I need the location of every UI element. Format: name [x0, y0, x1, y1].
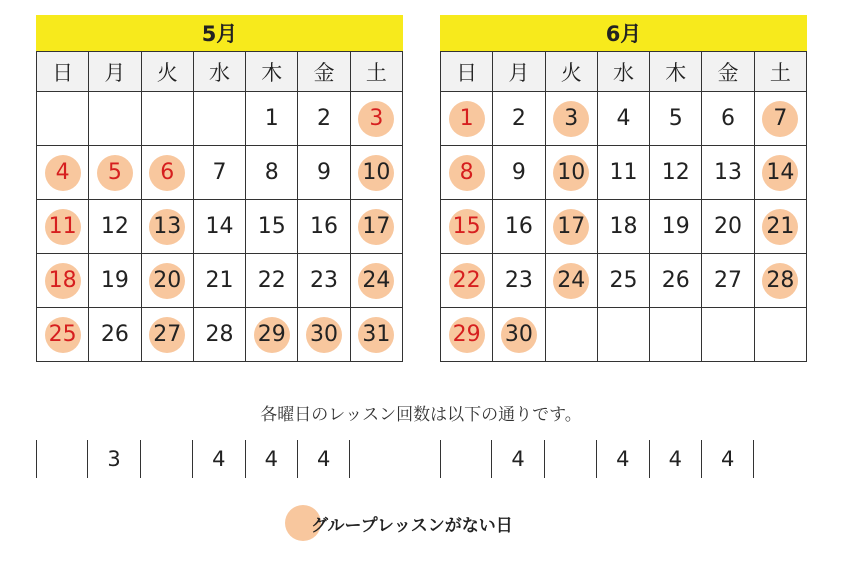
lesson-count-cell: 4 [650, 440, 702, 478]
day-cell [754, 92, 806, 146]
day-cell [246, 254, 298, 308]
day-number: 2 [511, 105, 526, 131]
day-number: 27 [714, 267, 743, 293]
calendar-grid [36, 51, 403, 362]
day-cell [246, 92, 298, 146]
day-number: 23 [504, 267, 533, 293]
no-lesson-day: 24 [358, 263, 394, 299]
no-lesson-day: 17 [553, 209, 589, 245]
no-lesson-day: 29 [254, 317, 290, 353]
no-lesson-day: 10 [553, 155, 589, 191]
day-cell [350, 254, 402, 308]
lesson-count-note: 各曜日のレッスン回数は以下の通りです。 [260, 405, 582, 425]
lesson-count-cell [545, 440, 597, 478]
weekday-label: 月 [493, 52, 545, 92]
day-cell [493, 92, 545, 146]
day-number: 4 [616, 105, 631, 131]
day-cell [597, 254, 649, 308]
day-number: 8 [264, 159, 279, 185]
day-cell [350, 92, 402, 146]
lesson-count-cell [754, 440, 806, 478]
lesson-count-cell [440, 440, 492, 478]
day-number: 26 [100, 321, 129, 347]
no-lesson-day: 7 [762, 101, 798, 137]
day-cell [545, 254, 597, 308]
calendar-may [36, 15, 403, 362]
day-cell [545, 146, 597, 200]
day-cell [493, 254, 545, 308]
weekday-label: 木 [650, 52, 702, 92]
day-number: 2 [317, 105, 332, 131]
day-cell [141, 254, 193, 308]
week-row [441, 254, 807, 308]
day-cell [493, 146, 545, 200]
week-row [441, 92, 807, 146]
day-number: 12 [100, 213, 129, 239]
day-cell [650, 92, 702, 146]
no-lesson-day: 27 [149, 317, 185, 353]
day-cell [702, 308, 754, 362]
day-number: 9 [317, 159, 332, 185]
day-cell [650, 146, 702, 200]
day-number: 9 [511, 159, 526, 185]
no-lesson-day: 3 [553, 101, 589, 137]
day-number: 21 [205, 267, 234, 293]
day-cell [193, 200, 245, 254]
weekday-label: 水 [193, 52, 245, 92]
calendar-june [440, 15, 807, 362]
weekday-label: 金 [298, 52, 350, 92]
day-number: 26 [661, 267, 690, 293]
weekday-label: 月 [89, 52, 141, 92]
day-number: 1 [264, 105, 279, 131]
day-cell [298, 200, 350, 254]
weekday-label: 木 [246, 52, 298, 92]
weekday-label: 水 [597, 52, 649, 92]
lesson-count-cell: 4 [246, 440, 298, 478]
day-number: 11 [609, 159, 638, 185]
no-lesson-day: 15 [449, 209, 485, 245]
no-lesson-day: 29 [449, 317, 485, 353]
legend [285, 505, 513, 541]
day-cell [754, 254, 806, 308]
day-number: 15 [257, 213, 286, 239]
day-number: 19 [661, 213, 690, 239]
no-lesson-day: 1 [449, 101, 485, 137]
week-row [441, 200, 807, 254]
day-cell [754, 146, 806, 200]
day-number: 18 [609, 213, 638, 239]
day-cell [493, 200, 545, 254]
no-lesson-day: 25 [45, 317, 81, 353]
day-cell [441, 92, 493, 146]
day-cell [350, 200, 402, 254]
lesson-counts-june [440, 440, 807, 480]
no-lesson-day: 22 [449, 263, 485, 299]
day-cell [193, 92, 245, 146]
day-number: 13 [714, 159, 743, 185]
day-cell [141, 92, 193, 146]
day-cell [441, 308, 493, 362]
day-cell [141, 308, 193, 362]
day-cell [37, 92, 89, 146]
day-cell [298, 308, 350, 362]
day-number: 12 [661, 159, 690, 185]
day-cell [89, 146, 141, 200]
day-number: 28 [205, 321, 234, 347]
day-cell [597, 308, 649, 362]
day-number: 22 [257, 267, 286, 293]
day-number: 23 [310, 267, 339, 293]
day-number: 6 [721, 105, 736, 131]
weekday-header-row [37, 52, 403, 92]
day-number: 16 [310, 213, 339, 239]
day-cell [441, 146, 493, 200]
calendar-grid [440, 51, 807, 362]
no-lesson-day: 31 [358, 317, 394, 353]
day-cell [702, 92, 754, 146]
lesson-counts-may [36, 440, 403, 480]
day-cell [441, 254, 493, 308]
weekday-label: 火 [545, 52, 597, 92]
week-row [37, 254, 403, 308]
day-cell [350, 146, 402, 200]
weekday-label: 土 [350, 52, 402, 92]
day-number: 16 [504, 213, 533, 239]
no-lesson-day: 3 [358, 101, 394, 137]
day-cell [650, 254, 702, 308]
lesson-count-cell: 4 [597, 440, 649, 478]
no-lesson-day: 11 [45, 209, 81, 245]
day-cell [545, 200, 597, 254]
day-cell [37, 254, 89, 308]
week-row [37, 92, 403, 146]
day-cell [754, 200, 806, 254]
day-cell [298, 254, 350, 308]
weekday-label: 日 [37, 52, 89, 92]
day-cell [493, 308, 545, 362]
lesson-count-cell: 4 [492, 440, 544, 478]
day-cell [89, 200, 141, 254]
day-cell [650, 308, 702, 362]
day-cell [650, 200, 702, 254]
day-cell [298, 92, 350, 146]
day-number: 5 [668, 105, 683, 131]
weekday-label: 日 [441, 52, 493, 92]
day-number: 20 [714, 213, 743, 239]
no-lesson-day: 21 [762, 209, 798, 245]
day-number: 25 [609, 267, 638, 293]
day-cell [298, 146, 350, 200]
day-cell [246, 308, 298, 362]
day-cell [141, 200, 193, 254]
week-row [37, 200, 403, 254]
no-lesson-day: 17 [358, 209, 394, 245]
day-number: 7 [212, 159, 227, 185]
lesson-count-cell [350, 440, 402, 478]
day-number: 14 [205, 213, 234, 239]
day-cell [89, 92, 141, 146]
month-title: 5月 [36, 15, 403, 51]
no-lesson-day: 14 [762, 155, 798, 191]
weekday-label: 土 [754, 52, 806, 92]
no-lesson-day: 4 [45, 155, 81, 191]
day-cell [37, 308, 89, 362]
day-cell [37, 146, 89, 200]
no-lesson-day: 20 [149, 263, 185, 299]
month-title: 6月 [440, 15, 807, 51]
week-row [37, 308, 403, 362]
day-cell [350, 308, 402, 362]
week-row [441, 308, 807, 362]
no-lesson-day: 8 [449, 155, 485, 191]
no-lesson-day: 30 [306, 317, 342, 353]
day-cell [193, 146, 245, 200]
day-cell [702, 254, 754, 308]
no-lesson-day: 24 [553, 263, 589, 299]
lesson-count-cell [36, 440, 88, 478]
weekday-label: 火 [141, 52, 193, 92]
day-cell [597, 146, 649, 200]
no-lesson-day: 30 [501, 317, 537, 353]
day-cell [597, 92, 649, 146]
day-cell [597, 200, 649, 254]
no-lesson-day: 13 [149, 209, 185, 245]
day-cell [545, 92, 597, 146]
day-cell [246, 200, 298, 254]
lesson-count-cell: 4 [298, 440, 350, 478]
day-cell [141, 146, 193, 200]
day-cell [246, 146, 298, 200]
legend-label: グループレッスンがない日 [311, 515, 513, 536]
no-lesson-day: 18 [45, 263, 81, 299]
lesson-count-cell: 4 [702, 440, 754, 478]
day-cell [702, 146, 754, 200]
day-cell [545, 308, 597, 362]
no-lesson-day: 28 [762, 263, 798, 299]
week-row [37, 146, 403, 200]
day-cell [89, 254, 141, 308]
no-lesson-day: 5 [97, 155, 133, 191]
weekday-header-row [441, 52, 807, 92]
day-cell [702, 200, 754, 254]
weekday-label: 金 [702, 52, 754, 92]
lesson-count-cell: 4 [193, 440, 245, 478]
day-cell [754, 308, 806, 362]
day-cell [193, 308, 245, 362]
no-lesson-day: 10 [358, 155, 394, 191]
week-row [441, 146, 807, 200]
day-cell [441, 200, 493, 254]
lesson-count-cell [141, 440, 193, 478]
day-cell [89, 308, 141, 362]
day-number: 19 [100, 267, 129, 293]
no-lesson-day: 6 [149, 155, 185, 191]
day-cell [37, 200, 89, 254]
day-cell [193, 254, 245, 308]
lesson-count-cell: 3 [88, 440, 140, 478]
